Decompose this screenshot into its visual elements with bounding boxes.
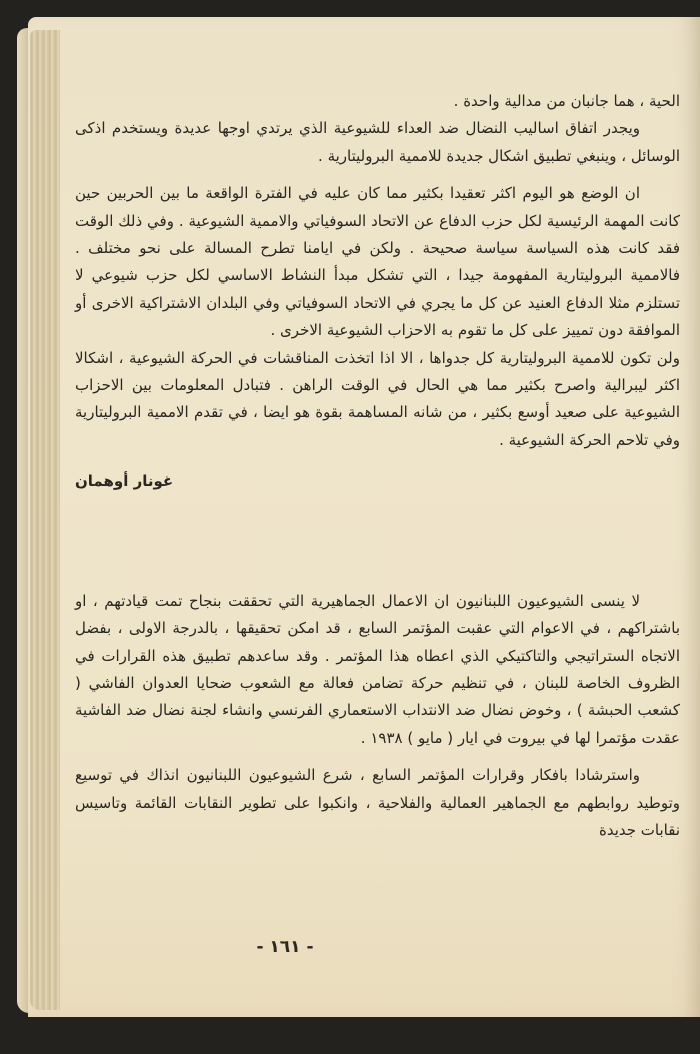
paragraph: ان الوضع هو اليوم اكثر تعقيدا بكثير مما كان عليه في الفترة الواقعة ما بين الحربين حين كانت المهمة الرئيسية لكل حزب الدفاع عن الاتحاد السوفياتي والاممية الشيوعية . وفي ذلك الوقت فقد كانت هذه السياسة سياسة صحيحة . ولكن في ايامنا تطرح المسالة على نحو مختلف . فالاممية البروليتارية المفهومة جيدا ، التي تشكل مبدأ النشاط الاساسي لكل حزب شيوعي لا تستلزم مثلا الدفاع العنيد عن كل ما يجري في الاتحاد السوفياتي وفي البلدان الاشتراكية الاخرى أو الموافقة دون تمييز على كل ما تقوم به الاحزاب الشيوعية الاخرى .: [75, 184, 680, 340]
paragraph: لا ينسى الشيوعيون اللبنانيون ان الاعمال الجماهيرية التي تحققت بنجاح تمت قيادتهم ، او باشتراكهم ، في الاعوام التي عقبت المؤتمر السابع ، قد امكن تحقيقها ، بالدرجة الاولى ، بفضل الاتجاه الستراتيجي والتاكتيكي الذي اعطاه هذا المؤتمر . وقد ساعدهم تطبيق هذه القرارات في الظروف الخاصة للبنان ، في تنظيم حركة تضامن فعالة مع الشعوب ضحايا العدوان الفاشي ( كشعب الحبشة ) ، وخوض نضال ضد الانتداب الاستعماري الفرنسي وانشاء لجنة نضال ضد الفاشية عقدت مؤتمرا لها في بيروت في ايار ( مايو ) ١٩٣٨ .: [75, 591, 680, 747]
section-break: [75, 496, 680, 588]
paragraph: ولن تكون للاممية البروليتارية كل جدواها ، الا اذا اتخذت المناقشات في الحركة الشيوعية ، اشكالا اكثر ليبرالية واصرح بكثير مما هي الحال في الوقت الراهن . فتبادل المعلومات بين الاحزاب الشيوعية على صعيد أوسع بكثير ، من شانه المساهمة بقوة هو ايضا ، في تقدم الاممية البروليتارية وفي تلاحم الحركة الشيوعية .: [75, 348, 680, 449]
author-signature: غونار أوهمان: [75, 472, 174, 491]
paragraph: ويجدر اتفاق اساليب النضال ضد العداء للشيوعية الذي يرتدي اوجها عديدة ويستخدم اذكى الوسائل ، وينبغي تطبيق اشكال جديدة للاممية البروليتارية .: [75, 119, 680, 165]
page-number: - ١٦١ -: [256, 937, 314, 957]
page-stack-edge: [30, 30, 60, 1010]
paragraph: الحية ، هما جانبان من مدالية واحدة .: [453, 92, 680, 110]
paragraph: واسترشادا بافكار وقرارات المؤتمر السابع ، شرع الشيوعيون اللبنانيون انذاك في توسيع وتوطيد روابطهم مع الجماهير العمالية والفلاحية ، وانكبوا على تطوير النقابات القائمة وتاسيس نقابات جديدة: [75, 766, 680, 839]
page-content: [75, 88, 680, 844]
